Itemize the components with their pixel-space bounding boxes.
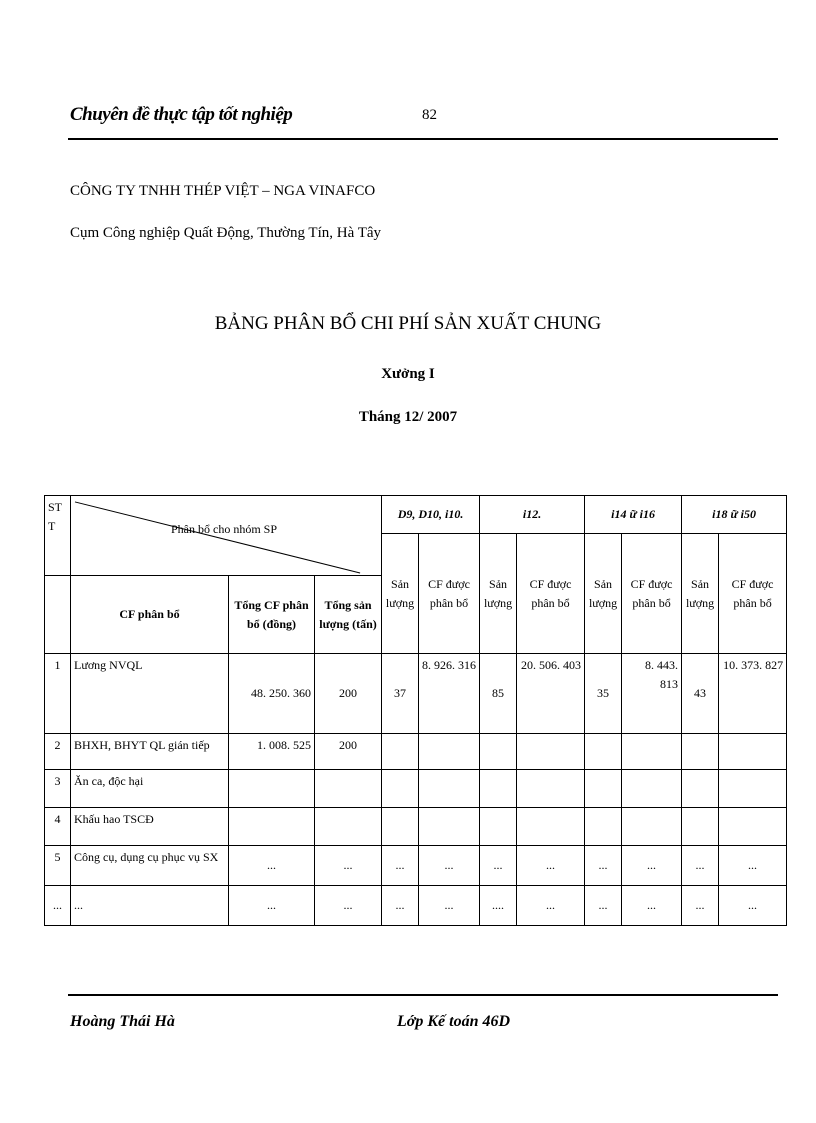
row-cell: ... (682, 886, 719, 926)
sub-header-output: Sản lượng (585, 534, 622, 654)
sub-header-cf: CF được phân bổ (419, 534, 480, 654)
row-cell (382, 734, 419, 770)
row-name: ... (71, 886, 229, 926)
row-cell: ... (622, 886, 682, 926)
allocation-table (44, 495, 787, 926)
row-cell (585, 770, 622, 808)
row-cell (517, 734, 585, 770)
table-row (45, 808, 787, 846)
table-row (45, 654, 787, 734)
cf-label-header: CF phân bổ (71, 576, 229, 654)
row-cell (719, 808, 787, 846)
stt-empty-cell (45, 576, 71, 654)
group-header-3: i14 ữ i16 (585, 496, 682, 534)
row-cell (480, 808, 517, 846)
row-cell (622, 734, 682, 770)
row-cell: 20. 506. 403 (517, 654, 585, 734)
row-stt: 2 (45, 734, 71, 770)
row-cell: 43 (682, 654, 719, 734)
row-cell (480, 734, 517, 770)
row-cell (585, 734, 622, 770)
group-header-2: i12. (480, 496, 585, 534)
report-title: BẢNG PHÂN BỔ CHI PHÍ SẢN XUẤT CHUNG (214, 313, 602, 334)
row-cell: 8. 926. 316 (419, 654, 480, 734)
row-name: BHXH, BHYT QL gián tiếp (71, 734, 229, 770)
sub-header-output: Sản lượng (480, 534, 517, 654)
row-name: Khấu hao TSCĐ (71, 808, 229, 846)
row-cell (682, 770, 719, 808)
row-cell: ... (585, 846, 622, 886)
row-cell: 10. 373. 827 (719, 654, 787, 734)
row-cell: 35 (585, 654, 622, 734)
row-cell: ... (585, 886, 622, 926)
company-address: Cụm Công nghiệp Quất Động, Thường Tín, Hà Tây (70, 225, 382, 241)
table-row (45, 734, 787, 770)
stt-header-line1: ST (48, 500, 63, 514)
footer-author: Hoàng Thái Hà (70, 1013, 175, 1030)
row-cell (419, 770, 480, 808)
row-cell: 85 (480, 654, 517, 734)
row-name: Lương NVQL (71, 654, 229, 734)
row-total-output: 200 (315, 654, 382, 734)
row-cell (382, 808, 419, 846)
diagonal-header-cell (71, 496, 382, 576)
table-row (45, 846, 787, 886)
row-cell (585, 808, 622, 846)
row-cell: ... (480, 846, 517, 886)
row-cell (682, 808, 719, 846)
row-total-output: 200 (315, 734, 382, 770)
table-row (45, 770, 787, 808)
row-cell: ... (382, 886, 419, 926)
row-total-cf: 48. 250. 360 (229, 654, 315, 734)
row-cell: ... (682, 846, 719, 886)
row-cell: ... (517, 846, 585, 886)
row-name: Công cụ, dụng cụ phục vụ SX (71, 846, 229, 886)
header-rule (68, 138, 778, 140)
report-period: Tháng 12/ 2007 (358, 409, 458, 425)
row-cell (419, 734, 480, 770)
row-total-output (315, 770, 382, 808)
row-stt: ... (45, 886, 71, 926)
row-stt: 4 (45, 808, 71, 846)
row-stt: 1 (45, 654, 71, 734)
page-number: 82 (422, 107, 437, 123)
row-cell (719, 734, 787, 770)
row-name: Ăn ca, độc hại (71, 770, 229, 808)
row-total-cf: ... (229, 846, 315, 886)
stt-header (45, 496, 71, 576)
table-row (45, 886, 787, 926)
sub-header-output: Sản lượng (382, 534, 419, 654)
row-cell: ... (419, 886, 480, 926)
total-cf-header: Tổng CF phân bổ (đồng) (229, 576, 315, 654)
row-cell (719, 770, 787, 808)
row-cell: ... (382, 846, 419, 886)
row-stt: 3 (45, 770, 71, 808)
row-total-cf (229, 770, 315, 808)
report-workshop: Xưởng I (381, 366, 435, 382)
row-cell (517, 770, 585, 808)
company-name: CÔNG TY TNHH THÉP VIỆT – NGA VINAFCO (70, 183, 376, 199)
sub-header-cf: CF được phân bổ (622, 534, 682, 654)
row-cell: ... (719, 886, 787, 926)
stt-header-line2: T (48, 518, 56, 533)
footer-class: Lớp Kế toán 46D (397, 1013, 511, 1030)
row-total-cf: ... (229, 886, 315, 926)
row-cell: .... (480, 886, 517, 926)
footer-rule (68, 994, 778, 996)
row-cell: ... (622, 846, 682, 886)
header-title: Chuyên đề thực tập tốt nghiệp (70, 104, 293, 125)
sub-header-cf: CF được phân bổ (517, 534, 585, 654)
row-cell: ... (419, 846, 480, 886)
row-cell (517, 808, 585, 846)
row-cell (682, 734, 719, 770)
sub-header-cf: CF được phân bổ (719, 534, 787, 654)
group-header-1: D9, D10, i10. (382, 496, 480, 534)
row-total-output: ... (315, 886, 382, 926)
row-cell: 8. 443. 813 (622, 654, 682, 734)
group-header-4: i18 ữ i50 (682, 496, 787, 534)
row-cell (419, 808, 480, 846)
row-total-cf: 1. 008. 525 (229, 734, 315, 770)
total-output-header: Tổng sản lượng (tấn) (315, 576, 382, 654)
sub-header-output: Sản lượng (682, 534, 719, 654)
row-cell (382, 770, 419, 808)
row-stt: 5 (45, 846, 71, 886)
row-cell (622, 808, 682, 846)
row-total-cf (229, 808, 315, 846)
row-total-output: ... (315, 846, 382, 886)
row-cell: ... (517, 886, 585, 926)
row-cell (622, 770, 682, 808)
diagonal-label: Phân bổ cho nhóm SP (171, 522, 278, 536)
row-cell: ... (719, 846, 787, 886)
row-cell: 37 (382, 654, 419, 734)
row-cell (480, 770, 517, 808)
row-total-output (315, 808, 382, 846)
